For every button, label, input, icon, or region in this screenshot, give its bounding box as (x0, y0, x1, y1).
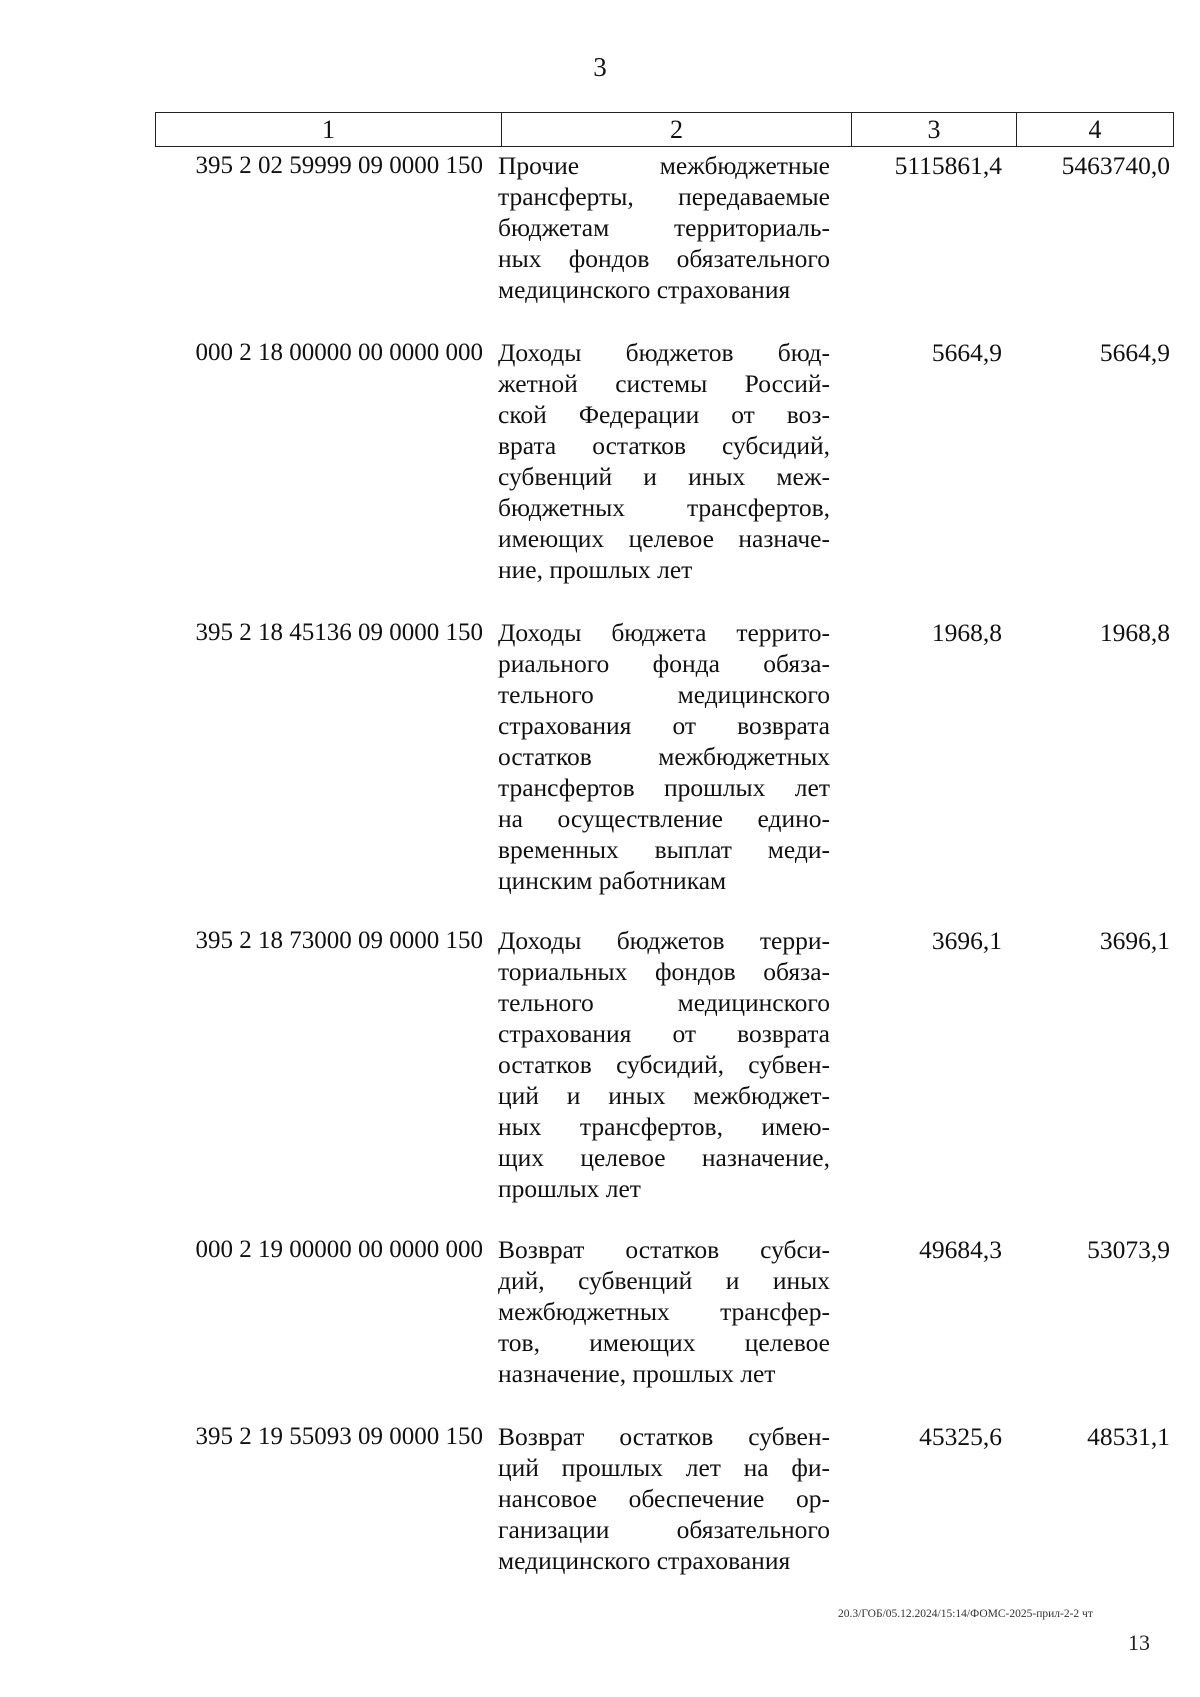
income-name-line: Доходы бюджета террито- (498, 618, 830, 647)
income-name-line: ных фондов обязательного (498, 244, 830, 273)
column-header-2: 2 (502, 113, 852, 147)
income-name-line: ние, прошлых лет (498, 555, 693, 584)
amount-col-3: 1968,8 (931, 618, 1002, 647)
income-name-line: временных выплат меди- (498, 835, 830, 864)
income-name-line: дий, субвенций и иных (498, 1266, 830, 1295)
income-name (498, 1421, 830, 1576)
amount-col-3: 5115861,4 (894, 151, 1002, 180)
budget-code: 395 2 18 45136 09 0000 150 (195, 619, 483, 646)
income-name-line: прошлых лет (498, 1174, 641, 1203)
column-header-table (155, 112, 1174, 147)
column-header-1: 1 (156, 113, 502, 147)
column-header-row (156, 113, 1174, 147)
page-number-top: 3 (593, 52, 607, 82)
income-name (498, 150, 830, 305)
income-name (498, 337, 830, 585)
income-name-line: трансферты, передаваемые (498, 182, 830, 211)
income-name-line: цинским работникам (498, 866, 727, 895)
amount-col-4: 53073,9 (1087, 1235, 1170, 1264)
income-name-line: страхования от возврата (498, 711, 830, 740)
budget-code: 395 2 19 55093 09 0000 150 (195, 1423, 483, 1450)
income-name-line: на осуществление едино- (498, 804, 830, 833)
amount-col-4: 1968,8 (1099, 618, 1170, 647)
income-name-line: риального фонда обяза- (498, 649, 830, 678)
income-name-line: щих целевое назначение, (498, 1143, 830, 1172)
amount-col-4: 3696,1 (1099, 926, 1170, 955)
income-name-line: медицинского страхования (498, 1546, 791, 1575)
income-name-line: Доходы бюджетов терри- (498, 926, 830, 955)
income-name-line: Возврат остатков субси- (498, 1235, 830, 1264)
income-name-line: нансовое обеспечение ор- (498, 1484, 830, 1513)
income-name-line: бюджетам территориаль- (498, 213, 830, 242)
income-name-line: ториальных фондов обяза- (498, 957, 830, 986)
income-name-line: ций прошлых лет на фи- (498, 1453, 830, 1482)
income-name-line: страхования от возврата (498, 1019, 830, 1048)
income-name-line: тельного медицинского (498, 988, 830, 1017)
amount-col-3: 3696,1 (931, 926, 1002, 955)
document-stamp: 20.3/ГОБ/05.12.2024/15:14/ФОМС-2025-прил-2-2 чт (838, 1608, 1093, 1620)
income-name-line: имеющих целевое назначе- (498, 524, 830, 553)
income-name-line: назначение, прошлых лет (498, 1359, 776, 1388)
column-header-3: 3 (852, 113, 1017, 147)
column-header-4: 4 (1017, 113, 1174, 147)
income-name (498, 617, 830, 896)
budget-code: 000 2 19 00000 00 0000 000 (195, 1236, 483, 1263)
income-name-line: субвенций и иных меж- (498, 462, 830, 491)
income-name-line: межбюджетных трансфер- (498, 1297, 830, 1326)
amount-col-4: 5463740,0 (1061, 151, 1170, 180)
income-name-line: Доходы бюджетов бюд- (498, 338, 830, 367)
budget-code: 395 2 18 73000 09 0000 150 (195, 927, 483, 954)
page-number-bottom: 13 (1128, 1630, 1150, 1655)
budget-code: 000 2 18 00000 00 0000 000 (195, 339, 483, 366)
income-name-line: остатков межбюджетных (498, 742, 830, 771)
income-name-line: остатков субсидий, субвен- (498, 1050, 830, 1079)
amount-col-4: 48531,1 (1087, 1422, 1170, 1451)
income-name-line: Возврат остатков субвен- (498, 1422, 830, 1451)
income-name-line: бюджетных трансфертов, (498, 493, 830, 522)
amount-col-4: 5664,9 (1099, 338, 1170, 367)
income-name-line: ций и иных межбюджет- (498, 1081, 830, 1110)
income-name (498, 925, 830, 1204)
income-name-line: трансфертов прошлых лет (498, 773, 830, 802)
budget-code: 395 2 02 59999 09 0000 150 (195, 152, 483, 179)
income-name-line: жетной системы Россий- (498, 369, 830, 398)
income-name-line: ных трансфертов, имею- (498, 1112, 830, 1141)
income-name-line: ской Федерации от воз- (498, 400, 830, 429)
income-name-line: врата остатков субсидий, (498, 431, 830, 460)
income-name-line: медицинского страхования (498, 275, 791, 304)
amount-col-3: 49684,3 (919, 1235, 1002, 1264)
income-name-line: тов, имеющих целевое (498, 1328, 830, 1357)
income-name-line: тельного медицинского (498, 680, 830, 709)
amount-col-3: 5664,9 (931, 338, 1002, 367)
income-name-line: ганизации обязательного (498, 1515, 830, 1544)
income-name (498, 1234, 830, 1389)
income-name-line: Прочие межбюджетные (498, 151, 830, 180)
amount-col-3: 45325,6 (919, 1422, 1002, 1451)
